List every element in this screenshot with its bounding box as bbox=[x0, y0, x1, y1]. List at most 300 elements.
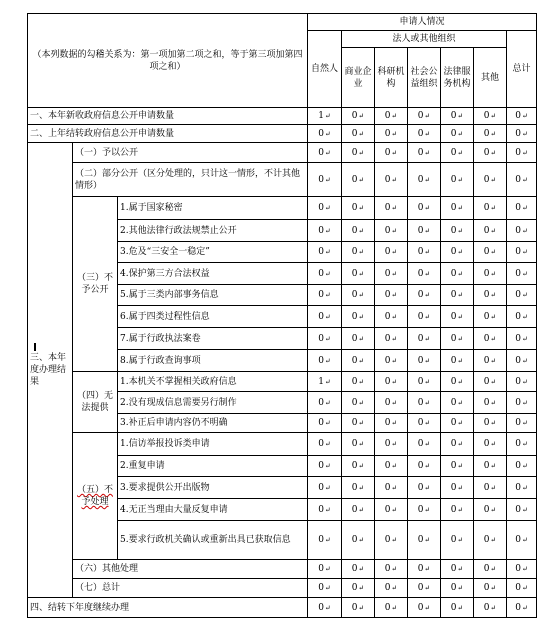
value-text: 0 ↵ bbox=[484, 175, 497, 185]
value-text: 0 ↵ bbox=[352, 603, 365, 613]
value-text: 0 ↵ bbox=[484, 290, 497, 300]
value-cell bbox=[507, 285, 537, 306]
value-cell bbox=[408, 433, 441, 456]
value-cell bbox=[474, 350, 507, 372]
value-cell bbox=[342, 263, 375, 285]
header-total: 总计 bbox=[507, 31, 537, 108]
value-cell bbox=[375, 521, 408, 560]
value-cell bbox=[507, 242, 537, 263]
value-cell bbox=[441, 392, 474, 414]
row-label-item: 4.保护第三方合法权益 bbox=[118, 263, 308, 285]
value-text: 0 ↵ bbox=[352, 129, 365, 139]
value-text: 0 ↵ bbox=[484, 334, 497, 344]
value-cell bbox=[441, 143, 474, 163]
value-cell bbox=[375, 108, 408, 125]
value-text: 0 ↵ bbox=[352, 461, 365, 471]
value-cell bbox=[408, 125, 441, 143]
value-cell bbox=[342, 456, 375, 477]
value-text: 0 ↵ bbox=[318, 603, 331, 613]
value-cell bbox=[441, 521, 474, 560]
value-text: 0 ↵ bbox=[418, 290, 431, 300]
value-cell bbox=[441, 328, 474, 350]
row-label-disclosed: （一）予以公开 bbox=[73, 143, 308, 163]
row-label-item: 5.属于三类内部事务信息 bbox=[118, 285, 308, 306]
value-text: 0 ↵ bbox=[318, 356, 331, 366]
value-text: 0 ↵ bbox=[318, 418, 331, 428]
value-cell bbox=[342, 414, 375, 433]
value-cell bbox=[375, 598, 408, 618]
value-text: 0 ↵ bbox=[418, 564, 431, 574]
value-text: 0 ↵ bbox=[352, 226, 365, 236]
value-cell bbox=[375, 220, 408, 242]
value-text: 0 ↵ bbox=[451, 111, 464, 121]
value-text: 0 ↵ bbox=[385, 535, 398, 545]
value-text: 0 ↵ bbox=[418, 461, 431, 471]
value-text: 0 ↵ bbox=[318, 175, 331, 185]
value-text: 0 ↵ bbox=[352, 564, 365, 574]
value-text: 0 ↵ bbox=[515, 175, 528, 185]
value-cell bbox=[408, 579, 441, 598]
value-cell bbox=[342, 598, 375, 618]
value-text: 0 ↵ bbox=[515, 269, 528, 279]
value-text: 0 ↵ bbox=[318, 583, 331, 593]
value-text: 1 ↵ bbox=[318, 111, 331, 121]
value-text: 0 ↵ bbox=[484, 583, 497, 593]
header-public-welfare: 社会公益组织 bbox=[408, 48, 441, 108]
value-text: 0 ↵ bbox=[451, 129, 464, 139]
value-text: 0 ↵ bbox=[352, 483, 365, 493]
value-cell bbox=[308, 220, 342, 242]
value-cell bbox=[474, 560, 507, 579]
value-text: 0 ↵ bbox=[385, 247, 398, 257]
value-cell bbox=[375, 392, 408, 414]
value-cell bbox=[507, 108, 537, 125]
value-cell bbox=[342, 392, 375, 414]
value-cell bbox=[342, 328, 375, 350]
value-cell bbox=[441, 197, 474, 220]
value-cell bbox=[408, 108, 441, 125]
value-cell bbox=[308, 328, 342, 350]
value-text: 0 ↵ bbox=[451, 175, 464, 185]
value-cell bbox=[342, 197, 375, 220]
value-cell bbox=[342, 306, 375, 328]
value-text: 0 ↵ bbox=[515, 535, 528, 545]
value-cell bbox=[408, 560, 441, 579]
value-text: 0 ↵ bbox=[451, 418, 464, 428]
value-cell bbox=[474, 263, 507, 285]
value-cell bbox=[474, 521, 507, 560]
value-cell bbox=[441, 456, 474, 477]
value-text: 0 ↵ bbox=[352, 439, 365, 449]
value-cell bbox=[441, 125, 474, 143]
value-text: 1 ↵ bbox=[318, 377, 331, 387]
value-text: 0 ↵ bbox=[515, 226, 528, 236]
value-text: 0 ↵ bbox=[385, 356, 398, 366]
value-cell bbox=[408, 197, 441, 220]
value-text: 0 ↵ bbox=[385, 483, 398, 493]
value-text: 0 ↵ bbox=[484, 535, 497, 545]
value-cell bbox=[308, 263, 342, 285]
value-cell bbox=[408, 456, 441, 477]
value-text: 0 ↵ bbox=[515, 483, 528, 493]
row-label-item: 1.属于国家秘密 bbox=[118, 197, 308, 220]
value-cell bbox=[441, 306, 474, 328]
value-text: 0 ↵ bbox=[451, 203, 464, 213]
value-text: 0 ↵ bbox=[484, 247, 497, 257]
value-text: 0 ↵ bbox=[515, 418, 528, 428]
value-text: 0 ↵ bbox=[352, 312, 365, 322]
value-text: 0 ↵ bbox=[484, 312, 497, 322]
value-cell bbox=[342, 143, 375, 163]
value-cell bbox=[342, 579, 375, 598]
value-cell bbox=[308, 306, 342, 328]
value-cell bbox=[375, 328, 408, 350]
value-text: 0 ↵ bbox=[484, 418, 497, 428]
value-text: 0 ↵ bbox=[385, 439, 398, 449]
value-text: 0 ↵ bbox=[451, 290, 464, 300]
value-text: 0 ↵ bbox=[318, 312, 331, 322]
value-text: 0 ↵ bbox=[318, 439, 331, 449]
value-cell bbox=[507, 197, 537, 220]
row-label-subtotal: （七）总计 bbox=[73, 579, 308, 598]
value-cell bbox=[308, 108, 342, 125]
row-label-carried-over: 二、上年结转政府信息公开申请数量 bbox=[28, 125, 308, 143]
value-text: 0 ↵ bbox=[352, 111, 365, 121]
value-text: 0 ↵ bbox=[318, 148, 331, 158]
row-label-item: 2.其他法律行政法规禁止公开 bbox=[118, 220, 308, 242]
value-cell bbox=[441, 220, 474, 242]
value-text: 0 ↵ bbox=[385, 377, 398, 387]
row-label-results: 三、本年度办理结果 bbox=[28, 143, 73, 598]
value-cell bbox=[441, 477, 474, 499]
value-text: 0 ↵ bbox=[418, 312, 431, 322]
value-text: 0 ↵ bbox=[451, 535, 464, 545]
value-text: 0 ↵ bbox=[451, 483, 464, 493]
value-cell bbox=[342, 125, 375, 143]
value-text: 0 ↵ bbox=[352, 505, 365, 515]
value-cell bbox=[308, 598, 342, 618]
value-text: 0 ↵ bbox=[515, 290, 528, 300]
value-text: 0 ↵ bbox=[515, 439, 528, 449]
value-text: 0 ↵ bbox=[352, 377, 365, 387]
value-text: 0 ↵ bbox=[385, 603, 398, 613]
value-cell bbox=[507, 499, 537, 521]
value-cell bbox=[474, 197, 507, 220]
value-text: 0 ↵ bbox=[451, 226, 464, 236]
value-cell bbox=[308, 197, 342, 220]
value-cell bbox=[507, 579, 537, 598]
value-cell bbox=[408, 328, 441, 350]
value-text: 0 ↵ bbox=[385, 175, 398, 185]
value-cell bbox=[507, 372, 537, 392]
value-text: 0 ↵ bbox=[484, 603, 497, 613]
value-cell bbox=[474, 414, 507, 433]
value-cell bbox=[441, 242, 474, 263]
value-text: 0 ↵ bbox=[418, 247, 431, 257]
value-text: 0 ↵ bbox=[385, 312, 398, 322]
value-cell bbox=[342, 285, 375, 306]
value-cell bbox=[474, 108, 507, 125]
value-text: 0 ↵ bbox=[418, 148, 431, 158]
value-cell bbox=[474, 242, 507, 263]
value-text: 0 ↵ bbox=[418, 111, 431, 121]
value-text: 0 ↵ bbox=[318, 398, 331, 408]
header-commercial: 商业企业 bbox=[342, 48, 375, 108]
value-cell bbox=[308, 242, 342, 263]
row-label-partial: （二）部分公开（区分处理的，只计这一情形，不计其他情形） bbox=[73, 163, 308, 197]
value-text: 0 ↵ bbox=[515, 583, 528, 593]
value-text: 0 ↵ bbox=[451, 583, 464, 593]
value-cell bbox=[408, 499, 441, 521]
value-text: 0 ↵ bbox=[385, 583, 398, 593]
value-text: 0 ↵ bbox=[352, 247, 365, 257]
value-text: 0 ↵ bbox=[385, 564, 398, 574]
value-cell bbox=[308, 285, 342, 306]
value-cell bbox=[507, 306, 537, 328]
value-text: 0 ↵ bbox=[418, 356, 431, 366]
value-cell bbox=[342, 350, 375, 372]
row-label-other-handling: （六）其他处理 bbox=[73, 560, 308, 579]
value-cell bbox=[507, 521, 537, 560]
value-text: 0 ↵ bbox=[515, 312, 528, 322]
value-cell bbox=[507, 328, 537, 350]
value-cell bbox=[441, 598, 474, 618]
value-cell bbox=[474, 143, 507, 163]
value-cell bbox=[342, 108, 375, 125]
value-cell bbox=[507, 392, 537, 414]
value-text: 0 ↵ bbox=[352, 583, 365, 593]
value-text: 0 ↵ bbox=[318, 247, 331, 257]
value-cell bbox=[441, 285, 474, 306]
value-text: 0 ↵ bbox=[385, 111, 398, 121]
value-cell bbox=[375, 499, 408, 521]
value-text: 0 ↵ bbox=[451, 603, 464, 613]
value-cell bbox=[474, 598, 507, 618]
value-cell bbox=[375, 560, 408, 579]
value-text: 0 ↵ bbox=[484, 111, 497, 121]
value-cell bbox=[308, 350, 342, 372]
value-cell bbox=[408, 285, 441, 306]
value-text: 0 ↵ bbox=[515, 377, 528, 387]
value-cell bbox=[408, 372, 441, 392]
value-text: 0 ↵ bbox=[484, 398, 497, 408]
value-text: 0 ↵ bbox=[318, 564, 331, 574]
value-cell bbox=[375, 263, 408, 285]
value-cell bbox=[342, 499, 375, 521]
value-text: 0 ↵ bbox=[318, 129, 331, 139]
value-text: 0 ↵ bbox=[385, 334, 398, 344]
value-text: 0 ↵ bbox=[484, 439, 497, 449]
value-cell bbox=[441, 163, 474, 197]
value-cell bbox=[507, 125, 537, 143]
row-label-item: 3.要求提供公开出版物 bbox=[118, 477, 308, 499]
value-cell bbox=[441, 350, 474, 372]
value-cell bbox=[375, 414, 408, 433]
value-cell bbox=[342, 433, 375, 456]
value-cell bbox=[507, 350, 537, 372]
row-label-item: 3.危及“三安全一稳定” bbox=[118, 242, 308, 263]
value-cell bbox=[308, 579, 342, 598]
value-text: 0 ↵ bbox=[484, 505, 497, 515]
value-cell bbox=[375, 433, 408, 456]
value-text: 0 ↵ bbox=[484, 461, 497, 471]
value-cell bbox=[375, 350, 408, 372]
value-text: 0 ↵ bbox=[515, 564, 528, 574]
value-text: 0 ↵ bbox=[418, 439, 431, 449]
value-cell bbox=[474, 433, 507, 456]
value-cell bbox=[375, 477, 408, 499]
value-text: 0 ↵ bbox=[515, 334, 528, 344]
row-label-item: 1.本机关不掌握相关政府信息 bbox=[118, 372, 308, 392]
value-text: 0 ↵ bbox=[451, 312, 464, 322]
value-text: 0 ↵ bbox=[352, 418, 365, 428]
value-text: 0 ↵ bbox=[385, 226, 398, 236]
value-text: 0 ↵ bbox=[515, 203, 528, 213]
value-text: 0 ↵ bbox=[318, 483, 331, 493]
value-cell bbox=[474, 163, 507, 197]
value-cell bbox=[507, 598, 537, 618]
value-text: 0 ↵ bbox=[515, 148, 528, 158]
value-text: 0 ↵ bbox=[451, 148, 464, 158]
value-cell bbox=[375, 242, 408, 263]
value-cell bbox=[441, 560, 474, 579]
value-text: 0 ↵ bbox=[352, 148, 365, 158]
value-cell bbox=[308, 499, 342, 521]
value-cell bbox=[342, 477, 375, 499]
value-cell bbox=[408, 392, 441, 414]
value-text: 0 ↵ bbox=[451, 377, 464, 387]
value-text: 0 ↵ bbox=[352, 175, 365, 185]
value-cell bbox=[375, 163, 408, 197]
value-cell bbox=[308, 477, 342, 499]
value-text: 0 ↵ bbox=[385, 269, 398, 279]
value-cell bbox=[408, 521, 441, 560]
value-text: 0 ↵ bbox=[484, 148, 497, 158]
row-label-item: 5.要求行政机关确认或重新出具已获取信息 bbox=[118, 521, 308, 560]
value-cell bbox=[441, 579, 474, 598]
value-cell bbox=[441, 263, 474, 285]
header-legal-service: 法律服务机构 bbox=[441, 48, 474, 108]
value-text: 0 ↵ bbox=[418, 505, 431, 515]
value-cell bbox=[375, 143, 408, 163]
value-text: 0 ↵ bbox=[352, 535, 365, 545]
row-label-item: 7.属于行政执法案卷 bbox=[118, 328, 308, 350]
value-cell bbox=[408, 263, 441, 285]
value-text: 0 ↵ bbox=[318, 203, 331, 213]
header-research: 科研机构 bbox=[375, 48, 408, 108]
value-text: 0 ↵ bbox=[418, 603, 431, 613]
value-text: 0 ↵ bbox=[484, 377, 497, 387]
value-cell bbox=[408, 163, 441, 197]
value-cell bbox=[507, 560, 537, 579]
value-cell bbox=[308, 433, 342, 456]
value-cell bbox=[308, 456, 342, 477]
value-text: 0 ↵ bbox=[385, 290, 398, 300]
value-cell bbox=[441, 372, 474, 392]
value-cell bbox=[408, 414, 441, 433]
value-text: 0 ↵ bbox=[451, 505, 464, 515]
row-label-new-requests: 一、本年新收政府信息公开申请数量 bbox=[28, 108, 308, 125]
value-text: 0 ↵ bbox=[484, 356, 497, 366]
value-text: 0 ↵ bbox=[352, 356, 365, 366]
value-cell bbox=[441, 433, 474, 456]
row-label-item: 8.属于行政查询事项 bbox=[118, 350, 308, 372]
value-text: 0 ↵ bbox=[318, 226, 331, 236]
row-label-item: 1.信访举报投诉类申请 bbox=[118, 433, 308, 456]
value-text: 0 ↵ bbox=[385, 505, 398, 515]
value-cell bbox=[507, 163, 537, 197]
value-cell bbox=[408, 306, 441, 328]
value-cell bbox=[375, 197, 408, 220]
value-cell bbox=[408, 220, 441, 242]
value-cell bbox=[308, 125, 342, 143]
value-text: 0 ↵ bbox=[418, 377, 431, 387]
value-cell bbox=[507, 263, 537, 285]
value-text: 0 ↵ bbox=[352, 398, 365, 408]
row-label-not-processed: （五）不予处理 bbox=[73, 433, 118, 560]
header-natural-person: 自然人 bbox=[308, 31, 342, 108]
row-label-item: 4.无正当理由大量反复申请 bbox=[118, 499, 308, 521]
value-text: 0 ↵ bbox=[385, 148, 398, 158]
value-text: 0 ↵ bbox=[318, 334, 331, 344]
value-text: 0 ↵ bbox=[385, 398, 398, 408]
row-label-item: 2.没有现成信息需要另行制作 bbox=[118, 392, 308, 414]
value-cell bbox=[474, 477, 507, 499]
value-text: 0 ↵ bbox=[318, 461, 331, 471]
value-text: 0 ↵ bbox=[318, 505, 331, 515]
value-cell bbox=[507, 220, 537, 242]
value-cell bbox=[375, 579, 408, 598]
value-text: 0 ↵ bbox=[515, 603, 528, 613]
value-cell bbox=[474, 372, 507, 392]
value-cell bbox=[441, 499, 474, 521]
value-text: 0 ↵ bbox=[451, 439, 464, 449]
value-text: 0 ↵ bbox=[318, 290, 331, 300]
disclosure-statistics-table bbox=[27, 13, 537, 618]
value-cell bbox=[375, 125, 408, 143]
value-text: 0 ↵ bbox=[451, 564, 464, 574]
value-text: 0 ↵ bbox=[418, 483, 431, 493]
value-cell bbox=[408, 598, 441, 618]
value-cell bbox=[375, 285, 408, 306]
row-label-not-disclosed: （三）不予公开 bbox=[73, 197, 118, 372]
value-cell bbox=[308, 521, 342, 560]
value-text: 0 ↵ bbox=[385, 418, 398, 428]
value-cell bbox=[408, 143, 441, 163]
value-text: 0 ↵ bbox=[418, 175, 431, 185]
value-text: 0 ↵ bbox=[352, 290, 365, 300]
value-text: 0 ↵ bbox=[451, 247, 464, 257]
value-cell bbox=[308, 414, 342, 433]
value-text: 0 ↵ bbox=[451, 269, 464, 279]
value-cell bbox=[342, 521, 375, 560]
value-cell bbox=[375, 372, 408, 392]
row-label-item: 6.属于四类过程性信息 bbox=[118, 306, 308, 328]
value-cell bbox=[507, 143, 537, 163]
value-cell bbox=[474, 285, 507, 306]
value-text: 0 ↵ bbox=[418, 583, 431, 593]
value-text: 0 ↵ bbox=[515, 356, 528, 366]
value-cell bbox=[507, 414, 537, 433]
value-text: 0 ↵ bbox=[385, 461, 398, 471]
value-text: 0 ↵ bbox=[418, 398, 431, 408]
value-text: 0 ↵ bbox=[484, 129, 497, 139]
value-cell bbox=[441, 414, 474, 433]
value-cell bbox=[441, 108, 474, 125]
value-cell bbox=[507, 433, 537, 456]
value-cell bbox=[507, 477, 537, 499]
value-text: 0 ↵ bbox=[385, 129, 398, 139]
